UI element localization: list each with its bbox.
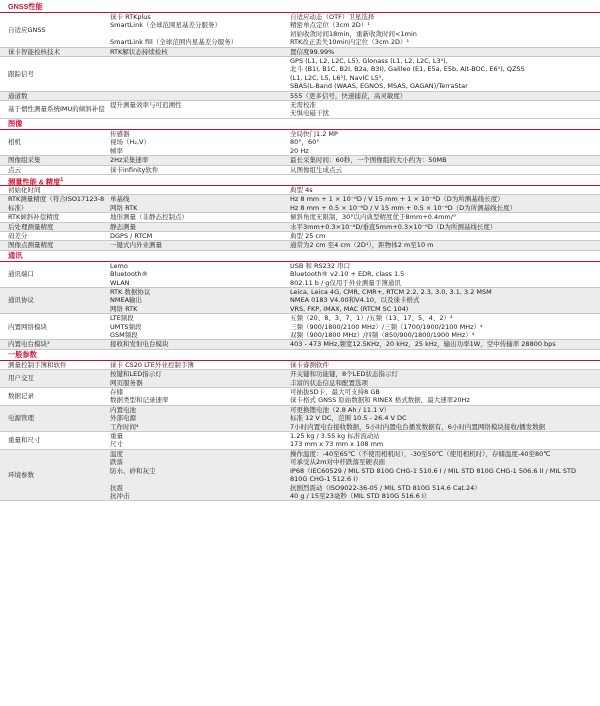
spec-row: [0, 101, 600, 119]
spec-label-cell: [0, 57, 110, 91]
spec-value: 全局快门1.2 MP: [290, 129, 338, 138]
section-title: 测量性能 & 精度: [8, 177, 61, 187]
spec-sub-label: Lemo: [110, 261, 128, 270]
spec-label: 基于惯性测量系统IMU的倾斜补偿: [8, 105, 105, 114]
spec-line: [110, 232, 600, 240]
spec-values: [110, 101, 600, 118]
spec-value: 精密单点定位（3cm 2D）¹: [290, 21, 370, 30]
spec-line: [110, 379, 600, 387]
spec-sub-label: 工作时间⁴: [110, 422, 139, 431]
spec-value: 802.11 b / g仅用于外业测量手簿通讯: [290, 278, 401, 287]
spec-sub-label: 徕卡 CS20 LTE外业控制手簿: [110, 360, 194, 369]
spec-value: 初始收敛时间18min，重新收敛时间<1min: [290, 29, 417, 38]
spec-label-cell: [0, 450, 110, 500]
spec-line: [110, 492, 600, 500]
spec-line: [110, 279, 600, 287]
spec-label: 初始化时间: [8, 185, 41, 194]
spec-sub-label: SmartLink（全球范围星基差分服务）: [110, 21, 221, 30]
spec-label: 后处理测量精度: [8, 222, 54, 231]
spec-label-cell: [0, 13, 110, 47]
spec-label-cell: [0, 432, 110, 449]
spec-sub-label: WLAN: [110, 278, 130, 287]
spec-sub-label: GSM频段: [110, 331, 138, 339]
spec-line: [110, 147, 600, 155]
spec-sub-label: 重量: [110, 432, 123, 441]
spec-line: [110, 204, 600, 212]
spec-sub-label: 提升测量效率与可追溯性: [110, 101, 182, 110]
section-title: 通讯: [8, 250, 23, 260]
spec-value: 403 - 473 MHz,频宽12.5KHz，20 kHz，25 kHz，输出功率1W，空中传输率 28800 bps: [290, 340, 556, 349]
spec-value: 五频（20、8、3、7、1）/五频（13、17、5、4、2）⁴: [290, 314, 453, 323]
spec-label: 重量和尺寸: [8, 436, 41, 445]
spec-value: 无惧电磁干扰: [290, 109, 329, 118]
spec-values: [110, 223, 600, 231]
spec-line: [110, 82, 600, 90]
spec-label-cell: [0, 406, 110, 431]
spec-row: [0, 340, 600, 349]
spec-line: [110, 296, 600, 304]
spec-sub-label: SmartLink fill（全球范围内星基差分服务）: [110, 38, 238, 47]
spec-value: 20 Hz: [290, 146, 309, 155]
spec-values: [110, 156, 600, 164]
spec-row: [0, 432, 600, 450]
spec-value: 从图像组生成点云: [290, 165, 342, 174]
spec-line: [110, 262, 600, 270]
spec-sub-label: NMEA输出: [110, 296, 143, 305]
spec-value: 可更换锂电池（2.8 Ah / 11.1 V）: [290, 405, 391, 414]
spec-line: [110, 432, 600, 440]
spec-row: [0, 156, 600, 165]
spec-value: Bluetooth® v2.10 + EDR, class 1.5: [290, 270, 405, 279]
spec-row: [0, 241, 600, 250]
spec-line: [110, 92, 600, 100]
spec-row: [0, 166, 600, 175]
spec-line: [110, 270, 600, 278]
spec-sub-label: 地形测量（非静态控制点）: [110, 213, 188, 222]
spec-label-cell: [0, 388, 110, 405]
spec-label: 通道数: [8, 91, 28, 100]
spec-row: [0, 213, 600, 222]
spec-sub-label: 按键和LED指示灯: [110, 370, 162, 379]
spec-line: [110, 186, 600, 194]
spec-sub-label: 传感器: [110, 129, 130, 138]
spec-line: [110, 21, 600, 29]
spec-sub-label: 帧率: [110, 146, 123, 155]
spec-value: 典型 25 cm: [290, 231, 326, 240]
spec-values: [110, 450, 600, 500]
spec-line: [110, 414, 600, 422]
spec-line: [110, 38, 600, 46]
spec-value: 水平3mm+0.3×10⁻⁶D/垂直5mm+0.3×10⁻⁶D（D为所测基线长度）: [290, 222, 497, 231]
spec-line: [110, 195, 600, 203]
spec-line: [110, 48, 600, 56]
spec-value: 7小时内置电台接收数据，5小时内置电台播发数据有，6小时内置网络模块接收/播发数据: [290, 422, 546, 431]
spec-label: 内置电台模块³: [8, 340, 50, 349]
spec-line: [110, 156, 600, 164]
spec-line: [110, 138, 600, 146]
spec-line: [110, 406, 600, 414]
spec-row: [0, 92, 600, 101]
spec-line: [110, 314, 600, 322]
spec-values: [110, 370, 600, 387]
spec-row: [0, 57, 600, 92]
spec-row: [0, 406, 600, 432]
spec-values: [110, 432, 600, 449]
spec-label-cell: [0, 288, 110, 313]
spec-label: 相机: [8, 138, 21, 147]
spec-label-cell: [0, 314, 110, 339]
spec-sub-label: 温度: [110, 449, 123, 458]
spec-values: [110, 213, 600, 221]
spec-sub-label: 静态测量: [110, 222, 136, 231]
section-header: [0, 2, 600, 13]
spec-values: [110, 232, 600, 240]
section-header: [0, 175, 600, 186]
spec-value: 1.25 kg / 3.55 kg 标准流动站: [290, 432, 380, 441]
spec-value: 555（更多信号，快速捕获，高灵敏度）: [290, 91, 407, 100]
spec-values: [110, 13, 600, 47]
spec-value: 80°，60°: [290, 138, 320, 147]
spec-row: [0, 223, 600, 232]
spec-value: Leica, Leica 4G, CMR, CMR+, RTCM 2.2, 2.3, 3.0, 3.1, 3.2 MSM: [290, 287, 492, 296]
spec-line: [110, 370, 600, 378]
spec-sub-label: 单基线: [110, 195, 130, 204]
spec-value: 北斗 (B1I, B1C, B2I, B2a, B3I), Galileo (E1, E5a, E5b, Alt-BOC, E6⁵), QZSS: [290, 65, 525, 74]
spec-sub-label: 2Hz采集速率: [110, 156, 149, 165]
spec-label: 图像点测量精度: [8, 241, 54, 250]
spec-sub-label: RTK 数据协议: [110, 287, 151, 296]
spec-value: IP68（IEC60529 / MIL STD 810G CHG-1 510.6 I / MIL STD 810G CHG-1 506.6 II / MIL STD 810G CHG-1 512.6 I）: [290, 466, 577, 484]
spec-value: 标准 12 V DC，范围 10.5 - 26.4 V DC: [290, 414, 407, 423]
spec-values: [110, 57, 600, 91]
spec-sub-label: 跌落: [110, 458, 123, 467]
spec-value: 抗剧烈震动（ISO9022-36-05 / MIL STD 810G 514.6 Cat.24）: [290, 483, 481, 492]
spec-row: [0, 13, 600, 48]
spec-value: 典型 4s: [290, 185, 313, 194]
spec-value: Hz 8 mm + 0.5 × 10⁻⁶D / V 15 mm + 0.5 × 10⁻⁶D（D为所测基线长度）: [290, 203, 517, 212]
spec-row: [0, 314, 600, 340]
spec-label-cell: [0, 166, 110, 174]
spec-sub-label: 徕卡infinity软件: [110, 165, 159, 174]
spec-label-cell: [0, 195, 110, 212]
spec-value: 开关键和功能键，8个LED状态指示灯: [290, 370, 398, 379]
spec-sub-label: DGPS / RTCM: [110, 231, 153, 240]
section-title: 一般参数: [8, 349, 37, 359]
spec-value: NMEA 0183 V4.00和V4.10，以及徕卡格式: [290, 296, 420, 305]
spec-label-cell: [0, 130, 110, 155]
spec-label-cell: [0, 370, 110, 387]
spec-value: 徕卡睿测软件: [290, 360, 329, 369]
spec-line: [110, 241, 600, 249]
spec-line: [110, 323, 600, 331]
section-title: 图像: [8, 118, 23, 128]
spec-value: Hz 8 mm + 1 × 10⁻⁶D / V 15 mm + 1 × 10⁻⁶D（D为所测基线长度）: [290, 195, 504, 204]
spec-value: VRS, FKP, iMAX, MAC (RTCM SC 104): [290, 304, 409, 313]
spec-sub-label: 数据类型和记录速率: [110, 396, 169, 405]
spec-values: [110, 186, 600, 194]
spec-values: [110, 262, 600, 287]
spec-sub-label: 一键式内外业测量: [110, 241, 162, 250]
spec-value: SBAS(L-Band (WAAS, EGNOS, MSAS, GAGAN)/TerraStar: [290, 82, 468, 91]
spec-value: 双频（900/1800 MHz）/四频（850/900/1800/1900 MHz）⁴: [290, 331, 475, 339]
section-title: GNSS性能: [8, 2, 43, 11]
spec-value: 最长采集时间：60秒，一个图像组的大小约为：50MB: [290, 156, 447, 165]
spec-value: 三频（900/1800/2100 MHz）/三频（1700/1900/2100 MHz）⁴: [290, 322, 483, 331]
spec-label-cell: [0, 186, 110, 194]
spec-values: [110, 314, 600, 339]
spec-label: 用户交互: [8, 374, 34, 383]
spec-line: [110, 213, 600, 221]
spec-line: [110, 166, 600, 174]
spec-sub-label: 网络 RTK: [110, 304, 138, 313]
spec-values: [110, 92, 600, 100]
spec-row: [0, 232, 600, 241]
spec-sub-label: 尺寸: [110, 440, 123, 449]
spec-label: RTK测量精度（符合ISO17123-8标准）: [8, 195, 105, 212]
spec-sub-label: 外部电源: [110, 414, 136, 423]
spec-sub-label: 抗震: [110, 483, 123, 492]
spec-sub-label: RTK解状态持续检核: [110, 47, 168, 56]
spec-line: [110, 340, 600, 348]
section-header: [0, 251, 600, 262]
spec-sub-label: 视场（H₂,V）: [110, 138, 151, 147]
spec-label: 数据记录: [8, 392, 34, 401]
spec-sub-label: 抗冲击: [110, 491, 130, 500]
spec-sub-label: 徕卡 RTKplus: [110, 13, 151, 21]
spec-row: [0, 361, 600, 370]
spec-label: 电源管理: [8, 414, 34, 423]
spec-row: [0, 288, 600, 314]
spec-line: [110, 440, 600, 448]
spec-values: [110, 195, 600, 212]
section-header: [0, 350, 600, 361]
spec-label: 徕卡智能检核技术: [8, 47, 60, 56]
spec-value: RTK改正丢失10min内定位（3cm 2D）¹: [290, 38, 410, 47]
spec-line: [110, 484, 600, 492]
spec-label-cell: [0, 156, 110, 164]
spec-values: [110, 406, 600, 431]
spec-values: [110, 241, 600, 249]
spec-line: [110, 331, 600, 339]
spec-value: 徕卡格式 GNSS 原始数据和 RINEX 格式数据，最大速率20Hz: [290, 396, 470, 405]
spec-line: [110, 74, 600, 82]
spec-sub-label: 防水、砂和灰尘: [110, 466, 156, 475]
spec-sub-label: 存储: [110, 388, 123, 397]
spec-value: GPS (L1, L2, L2C, L5), Glonass (L1, L2, L2C, L3⁵),: [290, 57, 448, 66]
spec-value: 丰富的状态信息和配置选项: [290, 378, 368, 387]
spec-values: [110, 166, 600, 174]
spec-line: [110, 423, 600, 431]
spec-label-cell: [0, 262, 110, 287]
spec-value: 无需校准: [290, 101, 316, 110]
spec-line: [110, 65, 600, 73]
spec-label: 点云: [8, 165, 21, 174]
spec-label: 内置网络模块: [8, 322, 47, 331]
spec-row: [0, 130, 600, 156]
spec-label-cell: [0, 92, 110, 100]
spec-value: 操作温度：-40至65℃（不使用相机时），-30至50℃（使用相机时），存储温度-40至80℃: [290, 449, 551, 458]
spec-label-cell: [0, 232, 110, 240]
spec-row: [0, 48, 600, 57]
spec-label-cell: [0, 213, 110, 221]
spec-label: 通讯协议: [8, 296, 34, 305]
spec-row: [0, 370, 600, 388]
spec-sub-label: Bluetooth®: [110, 270, 149, 279]
spec-label: 自适应GNSS: [8, 25, 46, 34]
spec-line: [110, 223, 600, 231]
spec-sub-label: UMTS频段: [110, 322, 142, 331]
spec-value: 通常为2 cm 至4 cm（2D¹），距物体2 m至10 m: [290, 241, 434, 250]
spec-row: [0, 450, 600, 501]
spec-label: RTK倾斜补偿精度: [8, 213, 60, 222]
spec-values: [110, 288, 600, 313]
spec-value: 可插拔SD卡，最大可支持8 GB: [290, 388, 380, 397]
spec-line: [110, 458, 600, 466]
spec-values: [110, 48, 600, 56]
spec-value: (L1, L2C, L5, L6⁵), NavIC L5⁵,: [290, 73, 384, 82]
spec-value: USB 和 RS232 串口: [290, 261, 351, 270]
spec-label: 图像组采集: [8, 156, 41, 165]
spec-line: [110, 467, 600, 484]
spec-label-cell: [0, 48, 110, 56]
spec-sub-label: LTE频段: [110, 314, 134, 323]
spec-line: [110, 30, 600, 38]
spec-label: 跟踪信号: [8, 69, 34, 78]
spec-values: [110, 340, 600, 348]
spec-values: [110, 361, 600, 369]
spec-line: [110, 101, 600, 109]
spec-label-cell: [0, 361, 110, 369]
spec-label: 码差分: [8, 231, 28, 240]
spec-value: 倾斜角度无限制，30°以内典型精度优于8mm+0.4mm/°: [290, 213, 457, 222]
spec-value: 可承受从2m对中杆跌落至硬表面: [290, 458, 385, 467]
spec-line: [110, 305, 600, 313]
spec-label-cell: [0, 223, 110, 231]
spec-row: [0, 262, 600, 288]
spec-value: 40 g / 15至23毫秒（MIL STD 810G 516.6 I）: [290, 491, 431, 500]
section-header: [0, 119, 600, 130]
spec-values: [110, 130, 600, 155]
spec-value: 自适应动态（OTF）卫星选择: [290, 13, 375, 21]
spec-line: [110, 130, 600, 138]
spec-row: [0, 186, 600, 195]
spec-values: [110, 388, 600, 405]
spec-sub-label: 网络 RTK: [110, 203, 138, 212]
spec-line: [110, 361, 600, 369]
spec-sub-label: 网页服务器: [110, 378, 143, 387]
spec-value: 173 mm x 73 mm x 108 mm: [290, 440, 384, 449]
spec-sub-label: 接收和发射电台模块: [110, 340, 169, 349]
spec-label: 通讯端口: [8, 270, 34, 279]
spec-line: [110, 109, 600, 117]
spec-label: 环境参数: [8, 470, 34, 479]
spec-label-cell: [0, 101, 110, 118]
section-title-footnote: 1: [60, 176, 64, 183]
spec-label-cell: [0, 241, 110, 249]
spec-sub-label: 内置电池: [110, 405, 136, 414]
spec-line: [110, 396, 600, 404]
spec-row: [0, 388, 600, 406]
spec-row: [0, 195, 600, 213]
spec-value: 置信度99.99%: [290, 47, 335, 56]
spec-label: 测量控制手簿和软件: [8, 360, 67, 369]
spec-label-cell: [0, 340, 110, 348]
